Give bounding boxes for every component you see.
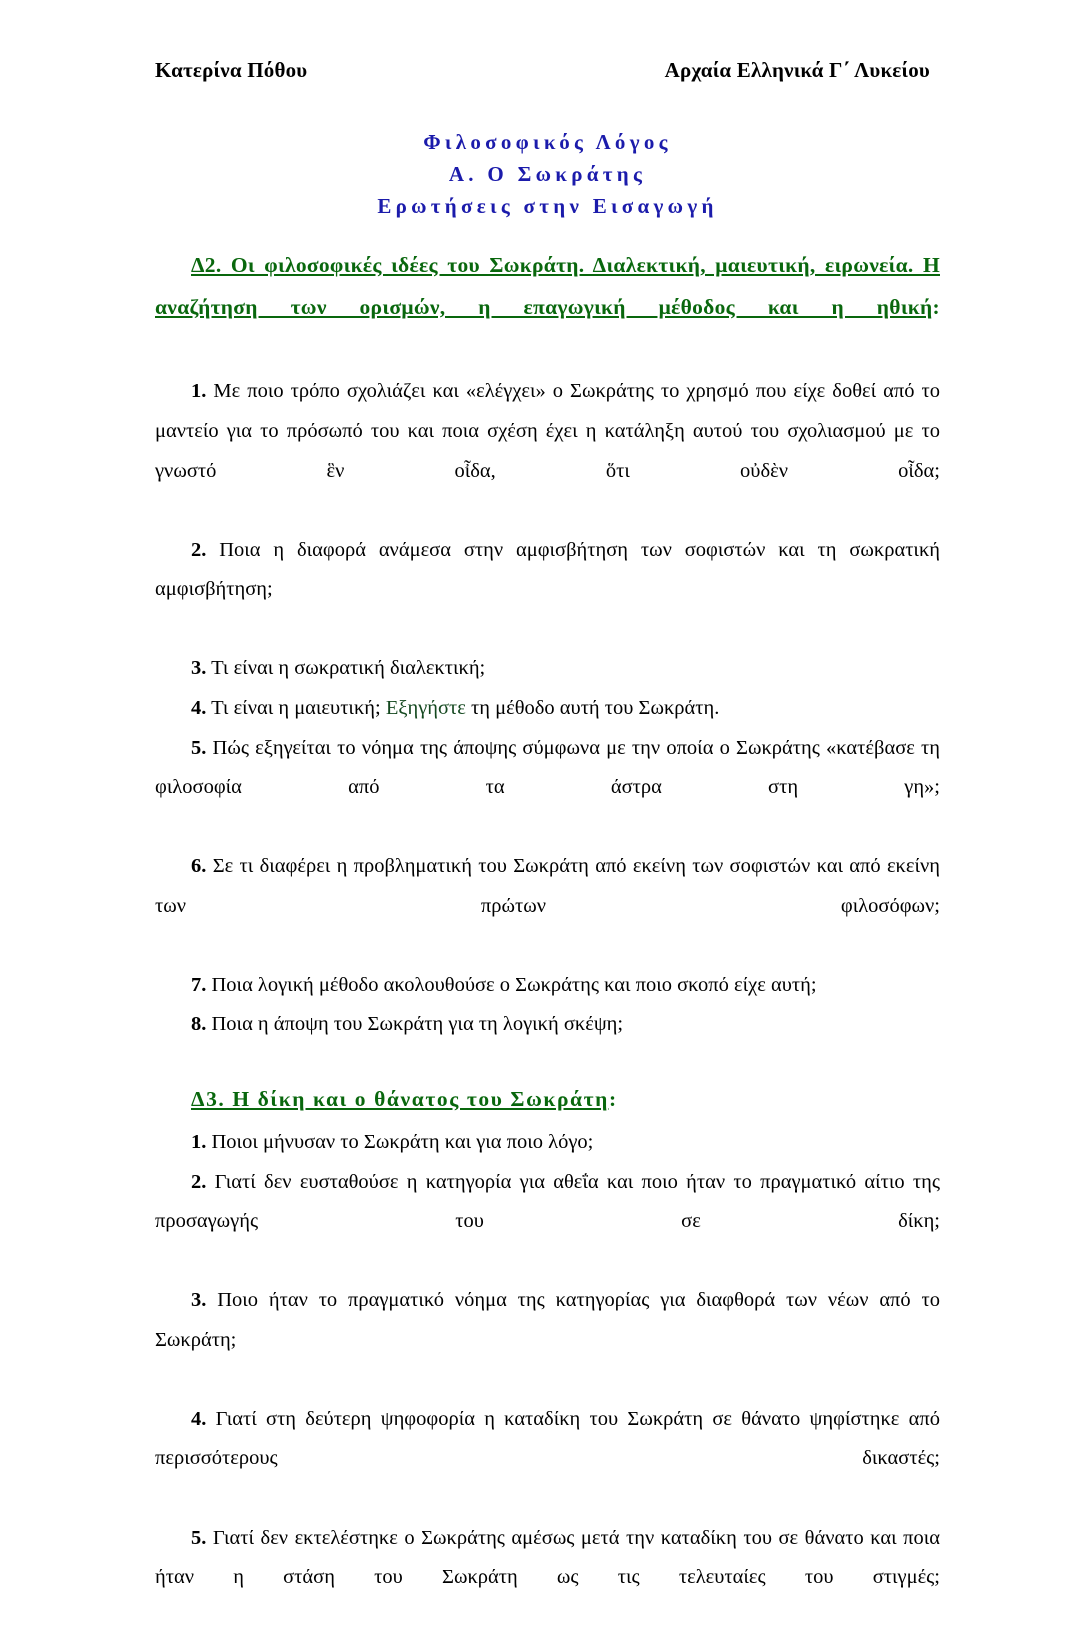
question-d2-2	[155, 531, 940, 650]
document-title	[155, 127, 940, 223]
section-heading-d2	[155, 245, 940, 371]
question-d2-7	[155, 966, 940, 1006]
question-d3-1	[155, 1123, 940, 1163]
section-heading-d3-colon: :	[608, 1087, 618, 1112]
header-course: Αρχαία Ελληνικά Γ΄ Λυκείου	[664, 58, 930, 82]
section-heading-d2-text: Δ2. Οι φιλοσοφικές ιδέες του Σωκράτη. Διαλεκτική, μαιευτική, ειρωνεία. Η αναζήτηση των ορισμών, η επαγωγική μέθοδος και η ηθική	[155, 252, 940, 319]
document-header	[155, 58, 940, 83]
question-number: 7.	[191, 973, 207, 996]
question-number: 4.	[191, 696, 207, 719]
question-number: 2.	[191, 1170, 207, 1193]
question-d3-5	[155, 1519, 940, 1637]
question-number: 1.	[191, 380, 207, 403]
question-d3-4	[155, 1400, 940, 1519]
header-author: Κατερίνα Πόθου	[155, 58, 308, 82]
question-d3-2	[155, 1163, 940, 1282]
section-heading-d3	[155, 1079, 940, 1121]
section-heading-d3-text: Δ3. Η δίκη και ο θάνατος του Σωκράτη	[191, 1087, 609, 1112]
question-text: Με ποιο τρόπο σχολιάζει και «ελέγχει» ο Σωκράτης το χρησμό που είχε δοθεί από το μαντείο για το πρόσωπό του και ποια σχέση έχει η κατάληξη αυτού του σχολιασμού με το γνωστό ἓν οἶδα, ὅτι οὐδὲν οἶδα;	[155, 380, 940, 482]
question-text: Γιατί δεν ευσταθούσε η κατηγορία για αθεΐα και ποιο ήταν το πραγματικό αίτιο της προσαγωγής του σε δίκη;	[155, 1170, 940, 1233]
question-d2-6	[155, 847, 940, 966]
question-d2-3	[155, 649, 940, 689]
question-d2-5	[155, 729, 940, 848]
question-text: Τι είναι η σωκρατική διαλεκτική;	[206, 657, 486, 680]
question-text: Τι είναι η μαιευτική;	[206, 696, 386, 719]
question-number: 3.	[191, 1289, 207, 1312]
question-number: 6.	[191, 855, 207, 878]
question-d3-3	[155, 1281, 940, 1400]
title-line-2: Α. Ο Σωκράτης	[448, 161, 647, 186]
question-text: Ποια λογική μέθοδο ακολουθούσε ο Σωκράτης και ποιο σκοπό είχε αυτή;	[206, 973, 817, 996]
question-number: 2.	[191, 538, 207, 561]
question-number: 8.	[191, 1013, 207, 1036]
question-number: 3.	[191, 657, 207, 680]
question-d2-8	[155, 1005, 940, 1045]
question-text: Γιατί δεν εκτελέστηκε ο Σωκράτης αμέσως μετά την καταδίκη του σε θάνατο και ποια ήταν η στάση του Σωκράτη ως τις τελευταίες του στιγμές;	[155, 1526, 940, 1589]
question-number: 5.	[191, 736, 207, 759]
question-d2-4	[155, 689, 940, 729]
question-text: Ποιοι μήνυσαν το Σωκράτη και για ποιο λόγο;	[206, 1130, 594, 1153]
question-text: Ποια η άποψη του Σωκράτη για τη λογική σκέψη;	[206, 1013, 624, 1036]
question-text: Γιατί στη δεύτερη ψηφοφορία η καταδίκη του Σωκράτη σε θάνατο ψηφίστηκε από περισσότερους δικαστές;	[155, 1407, 940, 1470]
section-spacer	[155, 1045, 940, 1079]
question-text-highlight: Εξηγήστε	[385, 696, 466, 719]
section-heading-d2-colon: :	[932, 294, 940, 319]
question-text-tail: τη μέθοδο αυτή του Σωκράτη.	[465, 696, 720, 719]
question-d2-1	[155, 372, 940, 530]
question-text: Ποια η διαφορά ανάμεσα στην αμφισβήτηση των σοφιστών και τη σωκρατική αμφισβήτηση;	[155, 538, 940, 601]
question-text: Ποιο ήταν το πραγματικό νόημα της κατηγορίας για διαφθορά των νέων από το Σωκράτη;	[155, 1289, 940, 1351]
title-line-1: Φιλοσοφικός Λόγος	[423, 130, 672, 154]
question-text: Σε τι διαφέρει η προβληματική του Σωκράτη από εκείνη των σοφιστών και από εκείνη των πρώτων φιλοσόφων;	[155, 855, 940, 917]
title-line-3: Ερωτήσεις στην Εισαγωγή	[377, 193, 718, 218]
question-text: Πώς εξηγείται το νόημα της άποψης σύμφωνα με την οποία ο Σωκράτης «κατέβασε τη φιλοσοφία από τα άστρα στη γη»;	[155, 736, 940, 799]
question-number: 5.	[191, 1526, 207, 1549]
question-number: 4.	[191, 1407, 207, 1430]
question-number: 1.	[191, 1130, 207, 1153]
